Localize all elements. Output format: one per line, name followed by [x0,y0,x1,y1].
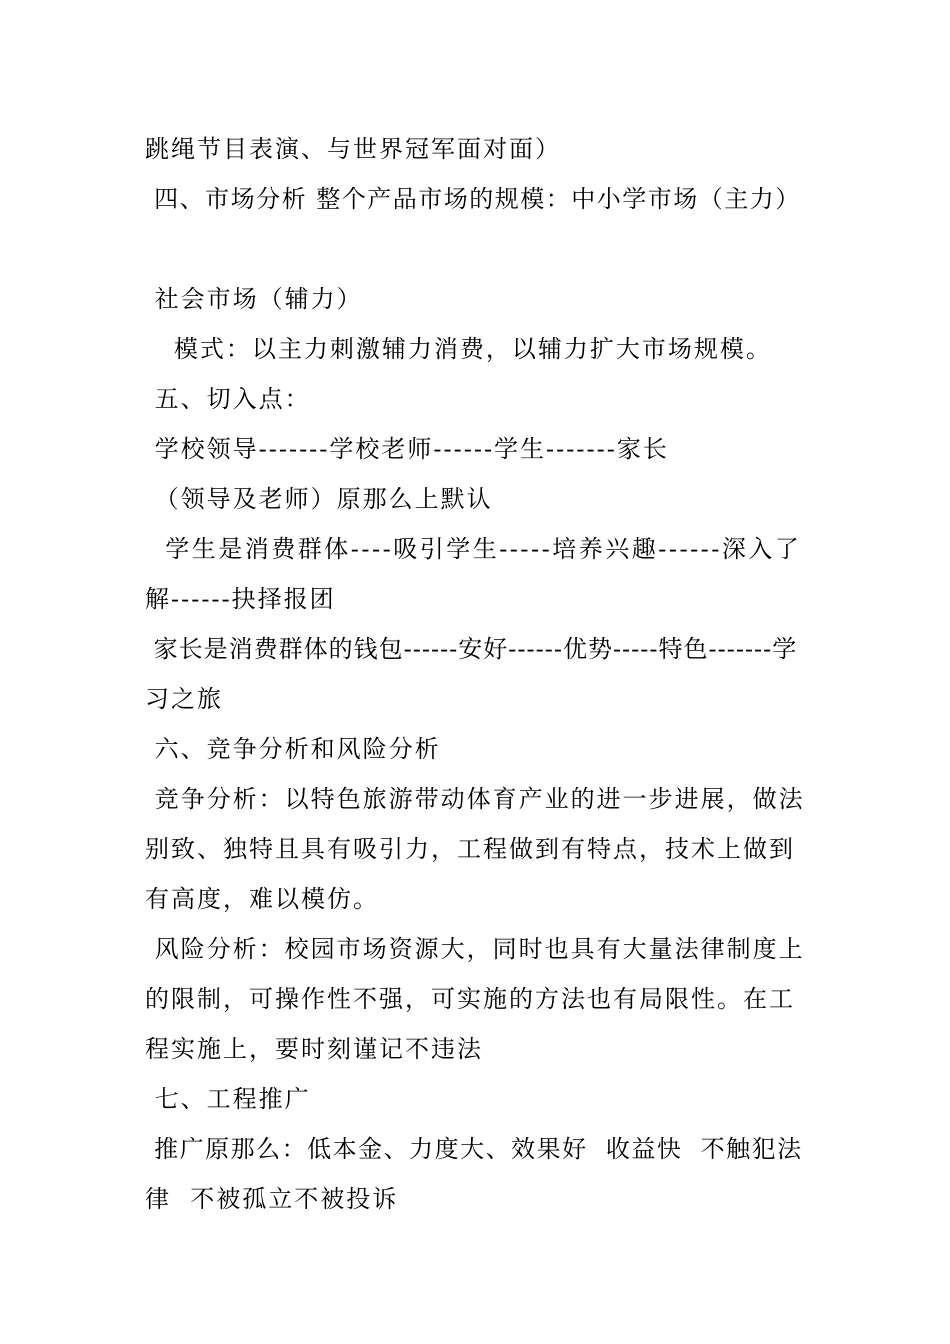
text-line-15: 有高度，难以模仿。 [145,885,379,913]
text-line-11: 习之旅 [145,685,223,713]
text-line-16: 风险分析：校园市场资源大，同时也具有大量法律制度上 [145,935,805,963]
text-line-10: 家长是消费群体的钱包------安好------优势-----特色-------学 [145,635,798,663]
text-line-14: 别致、独特且具有吸引力，工程做到有特点，技术上做到 [145,835,795,863]
text-line-3: 社会市场（辅力） [145,285,363,313]
text-line-8: 学生是消费群体----吸引学生-----培养兴趣------深入了 [145,535,802,563]
text-line-20: 推广原那么：低本金、力度大、效果好 收益快 不触犯法 [145,1135,803,1163]
text-line-6: 学校领导-------学校老师------学生-------家长 [145,435,669,463]
text-line-13: 竞争分析：以特色旅游带动体育产业的进一步进展，做法 [145,785,805,813]
text-line-4: 模式：以主力刺激辅力消费，以辅力扩大市场规模。 [145,335,772,363]
text-line-9: 解------抉择报团 [145,585,336,613]
text-line-1: 跳绳节目表演、与世界冠军面对面） [145,135,561,163]
section-heading-entry-point: 五、切入点： [145,385,311,413]
text-line-17: 的限制，可操作性不强，可实施的方法也有局限性。在工 [145,985,795,1013]
section-heading-promotion: 七、工程推广 [145,1085,311,1113]
text-line-7: （领导及老师）原那么上默认 [145,485,493,513]
text-line-18: 程实施上，要时刻谨记不违法 [145,1035,483,1063]
section-heading-market-analysis: 四、市场分析 整个产品市场的规模：中小学市场（主力） [145,185,801,213]
text-line-21: 律 不被孤立不被投诉 [145,1185,399,1213]
section-heading-competition-risk: 六、竞争分析和风险分析 [145,735,441,763]
